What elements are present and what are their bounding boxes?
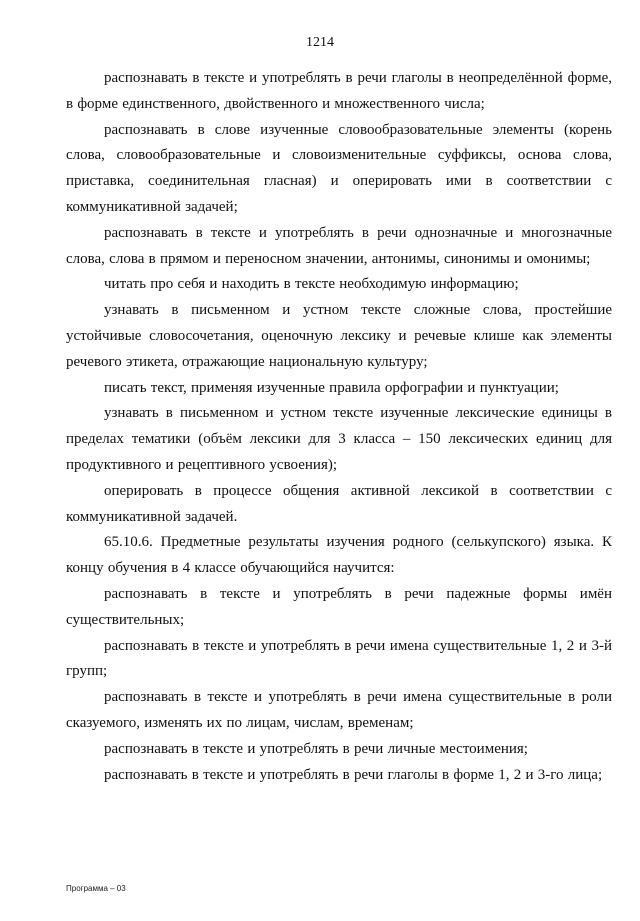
paragraph: читать про себя и находить в тексте необходимую информацию; (104, 276, 519, 293)
paragraph: распознавать в тексте и употреблять в речи глаголы в неопределённой форме, в форме единственного, двойственного и множественного числа; (66, 70, 612, 112)
document-body (66, 66, 612, 788)
paragraph: распознавать в тексте и употреблять в речи личные местоимения; (104, 740, 528, 757)
paragraph: распознавать в тексте и употреблять в речи имена существительные в роли сказуемого, изменять их по лицам, числам, временам; (66, 689, 612, 731)
page-number: 1214 (306, 35, 334, 50)
paragraph: распознавать в тексте и употреблять в речи имена существительные 1, 2 и 3-й групп; (66, 637, 612, 680)
paragraph: узнавать в письменном и устном тексте сложные слова, простейшие устойчивые словосочетания, оценочную лексику и речевые клише как элементы речевого этикета, отражающие национальную культуру; (66, 302, 612, 370)
paragraph: оперировать в процессе общения активной лексикой в соответствии с коммуникативной задачей. (66, 482, 612, 525)
section-heading-paragraph: 65.10.6. Предметные результаты изучения родного (селькупского) языка. К концу обучения в 4 классе обучающийся научится: (66, 534, 612, 577)
paragraph: распознавать в тексте и употреблять в речи глаголы в форме 1, 2 и 3-го лица; (104, 766, 603, 783)
paragraph: распознавать в тексте и употреблять в речи падежные формы имён существительных; (66, 585, 612, 628)
paragraph: распознавать в слове изученные словообразовательные элементы (корень слова, словообразовательные и словоизменительные суффиксы, основа слова, приставка, соединительная гласная) и оперировать ими в соответствии с коммуникативной задачей; (66, 121, 612, 215)
footer-label: Программа – 03 (66, 884, 126, 893)
paragraph: распознавать в тексте и употреблять в речи однозначные и многозначные слова, слова в прямом и переносном значении, антонимы, синонимы и омонимы; (66, 224, 612, 267)
paragraph: писать текст, применяя изученные правила орфографии и пунктуации; (104, 379, 559, 396)
paragraph: узнавать в письменном и устном тексте изученные лексические единицы в пределах тематики (объём лексики для 3 класса – 150 лексических единиц для продуктивного и рецептивного усвоения); (66, 405, 612, 473)
